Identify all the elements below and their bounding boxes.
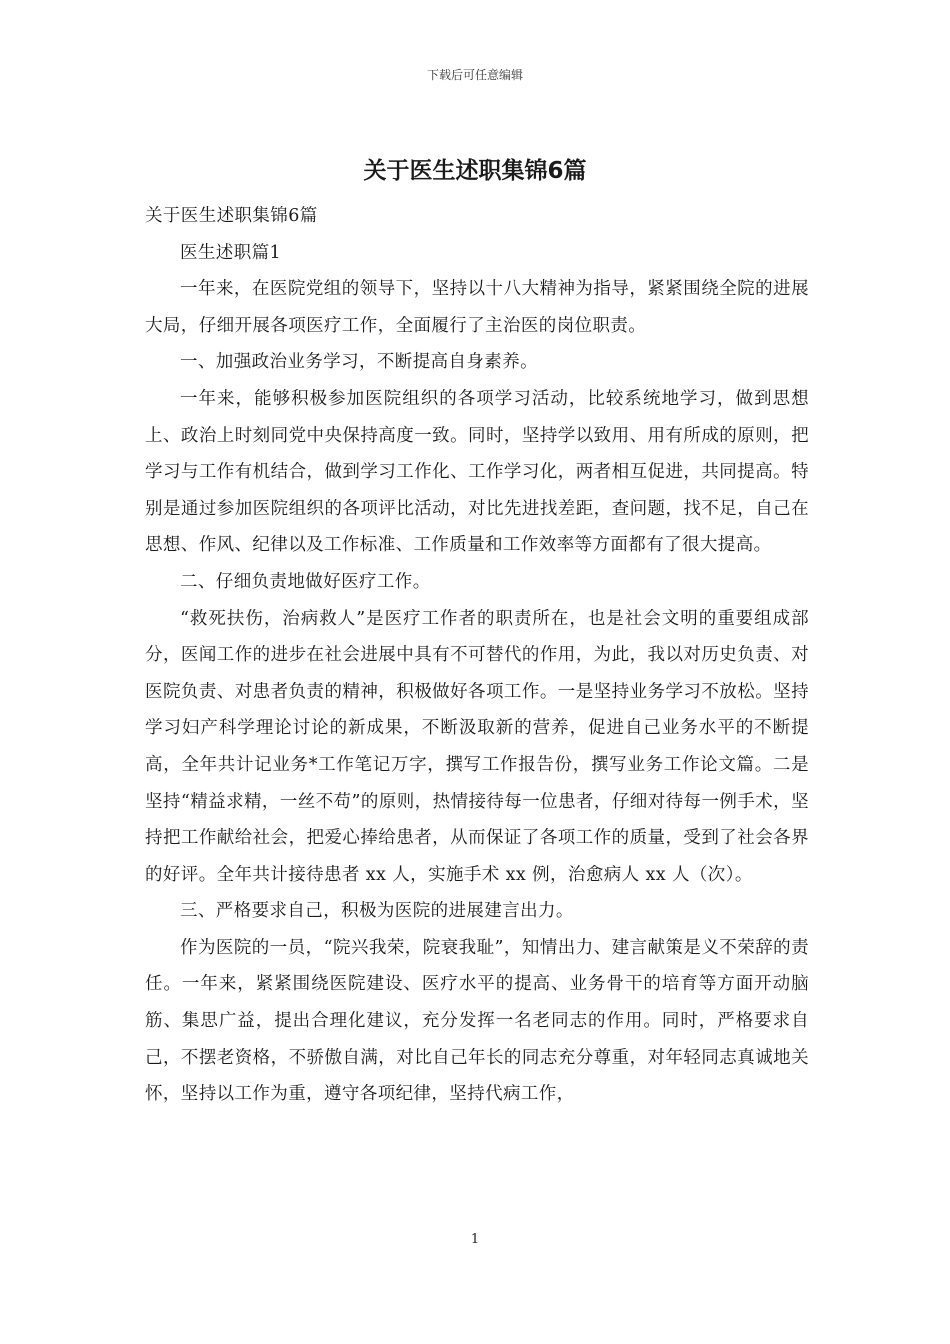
- page-number: 1: [470, 1232, 480, 1247]
- document-subtitle: 关于医生述职集锦6篇: [145, 206, 318, 226]
- paragraph: 一年来，在医院党组的领导下，坚持以十八大精神为指导，紧紧围绕全院的进展大局，仔细开展各项医疗工作，全面履行了主治医的岗位职责。: [145, 279, 809, 336]
- section-heading: 二、仔细负责地做好医疗工作。: [180, 571, 431, 592]
- section-heading: 一、加强政治业务学习，不断提高自身素养。: [180, 352, 538, 373]
- header-note: 下载后可任意编辑: [426, 68, 523, 82]
- section-heading: 三、严格要求自己，积极为医院的进展建言出力。: [180, 901, 574, 922]
- document-body: [145, 198, 809, 1113]
- paragraph: 一年来，能够积极参加医院组织的各项学习活动，比较系统地学习，做到思想上、政治上时刻同党中央保持高度一致。同时，坚持学以致用、用有所成的原则，把学习与工作有机结合，做到学习工作化、工作学习化，两者相互促进，共同提高。特别是通过参加医院组织的各项评比活动，对比先进找差距，查问题，找不足，自己在思想、作风、纪律以及工作标准、工作质量和工作效率等方面都有了很大提高。: [145, 388, 809, 556]
- section-heading: 医生述职篇1: [180, 242, 282, 263]
- paragraph: 作为医院的一员，“院兴我荣，院衰我耻”，知情出力、建言献策是义不荣辞的责任。一年来，紧紧围绕医院建设、医疗水平的提高、业务骨干的培育等方面开动脑筋、集思广益，提出合理化建议，充分发挥一名老同志的作用。同时，严格要求自己，不摆老资格，不骄傲自满，对比自己年长的同志充分尊重，对年轻同志真诚地关怀，坚持以工作为重，遵守各项纪律，坚持代病工作，: [145, 937, 809, 1105]
- paragraph: “救死扶伤，治病救人”是医疗工作者的职责所在，也是社会文明的重要组成部分，医闻工作的进步在社会进展中具有不可替代的作用，为此，我以对历史负责、对医院负责、对患者负责的精神，积极做好各项工作。一是坚持业务学习不放松。坚持学习妇产科学理论讨论的新成果，不断汲取新的营养，促进自己业务水平的不断提高，全年共计记业务*工作笔记万字，撰写工作报告份，撰写业务工作论文篇。二是坚持“精益求精，一丝不苟”的原则，热情接待每一位患者，仔细对待每一例手术，坚持把工作献给社会，把爱心捧给患者，从而保证了各项工作的质量，受到了社会各界的好评。全年共计接待患者 xx 人，实施手术 xx 例，治愈病人 xx 人（次）。: [145, 608, 809, 885]
- document-title: 关于医生述职集锦6篇: [363, 158, 587, 184]
